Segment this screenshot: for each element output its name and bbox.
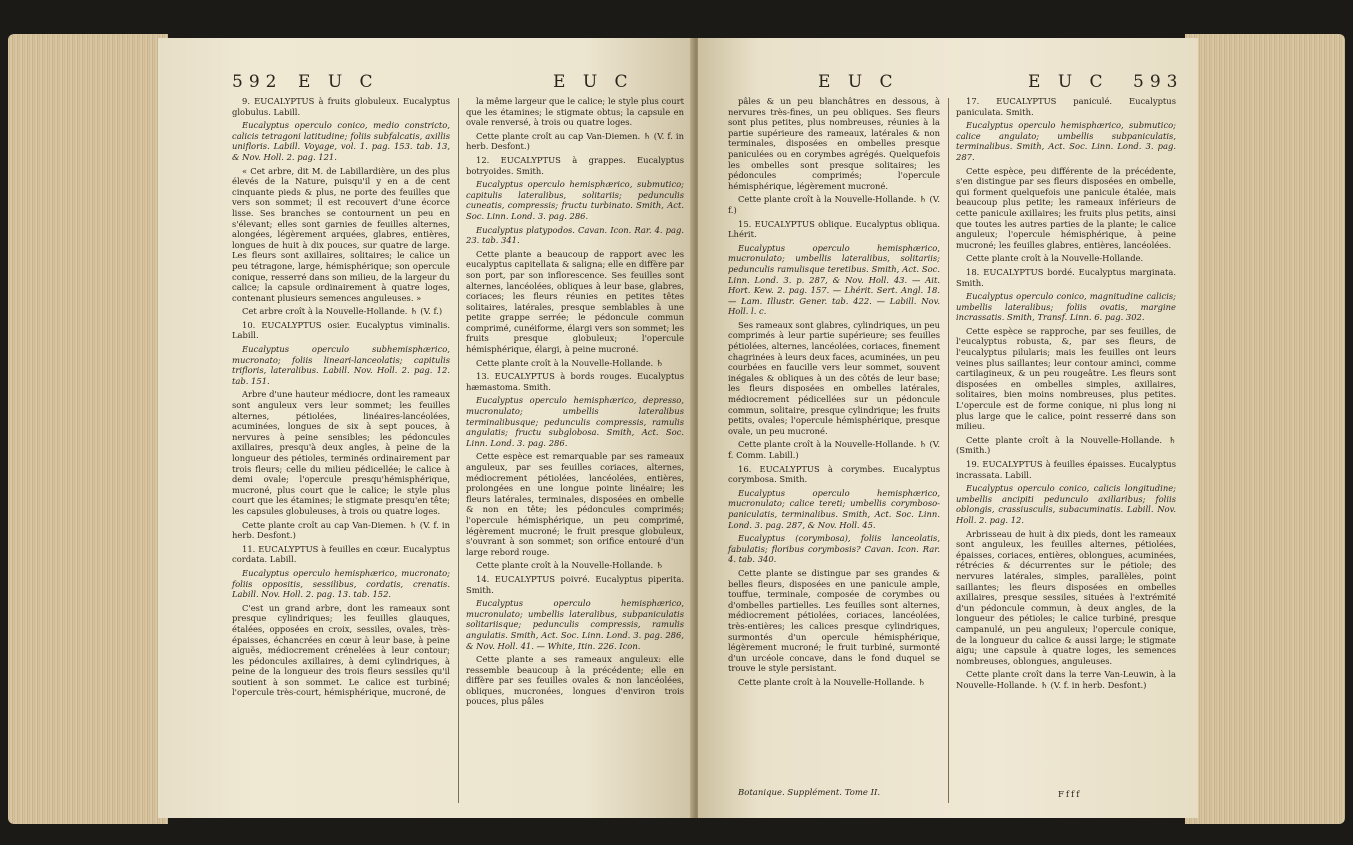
paragraph: 19. EUCALYPTUS à feuilles épaisses. Eucalyptus incrassata. Labill. [956,459,1176,480]
paragraph: 16. EUCALYPTUS à corymbes. Eucalyptus corymbosa. Smith. [728,463,940,485]
paragraph: Eucalyptus operculo hemisphærico, mucronulato; calice tereti; umbellis corymboso-paniculatis, terminalibus. Smith, Act. Soc. Linn. Lond. 3. pag. 287, & Nov. Holl. 45. [728,487,940,530]
paragraph: Eucalyptus operculo conico, magnitudine calicis; umbellis lateralibus; foliis ovatis, margine incrassatis. Smith, Transf. Linn. 6. pag. 302. [956,291,1176,323]
paragraph: 11. EUCALYPTUS à feuilles en cœur. Eucalyptus cordata. Labill. [232,543,450,565]
paragraph: Eucalyptus (corymbosa), foliis lanceolatis, fabulatis; floribus corymbosis? Cavan. Icon. Rar. 4. tab. 340. [728,533,940,565]
paragraph: Cette plante a beaucoup de rapport avec les eucalyptus capitellata & saligna; elle en diffère par son port, par son inflorescence. Ses feuilles sont alternes, lancéolées, obliques à leur base, glabres, coriaces; les fleurs réunies en petites têtes solitaires, latérales, presque semblables à une petite grappe serrée; le pédoncule commun comprimé, cunéiforme, élargi vers son sommet; les fruits presque globuleux; l'opercule hémisphérique, élargi, à peine mucroné. [466,248,684,355]
paragraph: Eucalyptus operculo hemisphærico, submutico; calice angulato; umbellis subpaniculatis, terminalibus. Smith, Act. Soc. Linn. Lond. 3. pag. 287. [956,120,1176,162]
right-column-1 [728,96,940,690]
paragraph: 12. EUCALYPTUS à grappes. Eucalyptus botryoides. Smith. [466,154,684,176]
left-page-number: 592 [232,72,283,92]
paragraph: Cette plante se distingue par ses grandes & belles fleurs, disposées en une panicule ample, touffue, terminale, composée de corymbes ou d'ombelles partielles. Les feuilles sont alternes, médiocrement pétiolées, coriaces, lancéolées, très-entières; les calices presque cylindriques, surmontés d'un opercule hémisphérique, légèrement mucroné; le fruit turbiné, surmonté d'un urcéole concave, dans le fond duquel se trouve le style persistant. [728,567,940,674]
paragraph: Cet arbre croît à la Nouvelle-Hollande. ♄ (V. f.) [242,306,443,317]
paragraph: 13. EUCALYPTUS à bords rouges. Eucalyptus hæmastoma. Smith. [466,371,684,392]
paragraph: C'est un grand arbre, dont les rameaux sont presque cylindriques; les feuilles glauques, étalées, opposées en croix, sessiles, ovales, très-épaisses, échancrées en cœur à leur base, à peine aiguës, médiocrement crénelées à leur contour; les pédoncules axillaires, à demi cylindriques, à peine de la longueur des trois fleurs sessiles qu'il soutient à son sommet. Le calice est turbiné; l'opercule très-court, hémisphérique, mucroné, de [232,602,450,698]
right-page-number: 593 [1133,72,1184,92]
paragraph: Eucalyptus operculo hemisphærico, mucronato; foliis oppositis, sessilibus, cordatis, crenatis. Labill. Nov. Holl. 2. pag. 13. tab. 152. [232,567,450,600]
page-edges-right [1185,34,1345,824]
paragraph: 15. EUCALYPTUS oblique. Eucalyptus obliqua. Lhérit. [728,218,940,240]
paragraph: la même largeur que le calice; le style plus court que les étamines; le stigmate obtus; la capsule en ovale renversé, à trois ou quatre loges. [466,96,684,128]
paragraph: Cette plante croît à la Nouvelle-Hollande. [966,253,1144,264]
paragraph: 14. EUCALYPTUS poivré. Eucalyptus piperita. Smith. [466,573,684,595]
paragraph: Ses rameaux sont glabres, cylindriques, un peu comprimés à leur partie supérieure; ses feuilles pétiolées, alternes, lancéolées, coriaces, finement chagrinées à leurs deux faces, acuminées, un peu courbées en faucille vers leur sommet, souvent inégales & obliques à un des côtés de leur base; les fleurs disposées en ombelles latérales, médiocrement pédicellées sur un pédoncule commun, solitaire, presque cylindrique; les fruits petits, ovales; l'opercule hémisphérique, presque ovale, un peu mucroné. [728,319,940,436]
paragraph: Cette plante croît à la Nouvelle-Hollande. ♄ [738,676,926,687]
paragraph: Cette plante croît au cap Van-Diemen. ♄ (V. f. in herb. Desfont.) [232,519,450,541]
left-column-1 [232,96,450,701]
left-header-right: E U C [553,72,634,92]
paragraph: 17. EUCALYPTUS paniculé. Eucalyptus paniculata. Smith. [956,96,1176,117]
paragraph: Cette plante croît à la Nouvelle-Hollande. ♄ [476,357,664,368]
paragraph: Cette espèce, peu différente de la précédente, s'en distingue par ses fleurs disposées en ombelle, qui forment quelquefois une panicule étalée, mais beaucoup plus petite; les rameaux inférieurs de cette panicule axillaires; les fruits plus petits, ainsi que toutes les autres parties de la plante; le calice anguleux; l'opercule hémisphérique, à peine mucroné; les feuilles glabres, entières, lancéolées. [956,165,1176,250]
left-column-2 [466,96,684,710]
paragraph: Cette plante croît à la Nouvelle-Hollande. ♄ (V. f.) [728,194,940,215]
paragraph: Cette espèce se rapproche, par ses feuilles, de l'eucalyptus robusta, &, par ses fleurs, de l'eucalyptus pilularis; mais les feuilles ont leurs veines plus saillantes; leur contour aminci, comme cartilagineux, & un peu rougeâtre. Les fleurs sont disposées en ombelles simples, axillaires, solitaires, bien moins nombreuses, plus petites. L'opercule est de forme conique, ni plus long ni plus large que le calice, point resserré dans son milieu. [956,325,1176,432]
paragraph: Cette plante a ses rameaux anguleux: elle ressemble beaucoup à la précédente; elle en diffère par ses feuilles ovales & non lancéolées, obliques, mucronées, longues d'environ trois pouces, plus pâles [466,654,684,707]
paragraph: Eucalyptus operculo hemisphærico, submutico; capitulis lateralibus, solitariis; pedunculis cuneatis, compressis; fructu turbinato. Smith, Act. Soc. Linn. Lond. 3. pag. 286. [466,179,684,221]
paragraph: Eucalyptus operculo conico, medio constricto, calicis tetragoni latitudine; foliis subfalcatis, axillis unifloris. Labill. Voyage, vol. 1. pag. 153. tab. 13, & Nov. Holl. 2. pag. 121. [232,120,450,162]
right-header-right: E U C [1028,72,1109,92]
paragraph: Eucalyptus operculo hemisphærico, mucronulato; umbellis lateralibus, subpaniculatis solitariisque; pedunculis compressis, ramulis angulatis. Smith, Act. Soc. Linn. Lond. 3. pag. 286, & Nov. Holl. 41. — White, Itin. 226. Icon. [466,598,684,651]
paragraph: Eucalyptus operculo conico, calicis longitudine; umbellis ancipiti pedunculo axillaribus; foliis oblongis, crassiusculis, subacuminatis. Labill. Nov. Holl. 2. pag. 12. [956,483,1176,525]
paragraph: 18. EUCALYPTUS bordé. Eucalyptus marginata. Smith. [956,266,1176,288]
paragraph: Arbrisseau de huit à dix pieds, dont les rameaux sont anguleux, les feuilles alternes, pétiolées, épaisses, coriaces, entières, oblongues, acuminées, rétrécies & décurrentes sur le pétiole; des nervures latérales, simples, parallèles, point saillantes; les fleurs disposées en ombelles axillaires, presque sessiles, situées à l'extrémité d'un pédoncule commun, à deux angles, de la longueur des pétioles; le calice turbiné, presque campanulé, un peu anguleux; l'opercule conique, de la longueur du calice & aussi large; le stigmate aigu; une capsule à quatre loges, les semences nombreuses, oblongues, anguleuses. [956,528,1176,666]
right-page [698,38,1198,818]
paragraph: 10. EUCALYPTUS osier. Eucalyptus viminalis. Labill. [232,319,450,341]
paragraph: Eucalyptus platypodos. Cavan. Icon. Rar. 4. pag. 23. tab. 341. [466,224,684,246]
paragraph: pâles & un peu blanchâtres en dessous, à nervures très-fines, un peu obliques. Ses fleurs sont plus petites, plus nombreuses, réunies à la partie supérieure des rameaux, latérales & non terminales, disposées en ombelles presque paniculées ou en corymbes agrégés. Quelquefois les ombelles sont presque solitaires; les pédoncules comprimés; l'opercule hémisphérique, légèrement mucroné. [728,96,940,191]
left-header-left: E U C [298,72,379,92]
paragraph: Arbre d'une hauteur médiocre, dont les rameaux sont anguleux vers leur sommet; les feuilles alternes, pétiolées, linéaires-lancéolées, acuminées, longues de six à sept pouces, à nervures à peine sensibles; les pédoncules axillaires, presqu'à deux angles, à peine de la longueur des pétioles, terminés ordinairement par trois fleurs; celle du milieu pédicellée; le calice à demi ovale; l'opercule presqu'hémisphérique, mucroné, plus court que le calice; le style plus court que les étamines; le stigmate presqu'en tête; les capsules globuleuses, à trois ou quatre loges. [232,389,450,516]
paragraph: Eucalyptus operculo subhemisphærico, mucronato; foliis lineari-lanceolatis; capitulis trifloris, lateralibus. Labill. Nov. Holl. 2. pag. 12. tab. 151. [232,344,450,386]
column-rule [458,98,459,803]
paragraph: Cette plante croît à la Nouvelle-Hollande. ♄ (Smith.) [956,434,1176,456]
paragraph: Cette plante croît dans la terre Van-Leuwin, à la Nouvelle-Hollande. ♄ (V. f. in herb. Desfont.) [956,669,1176,690]
page-footer: Botanique. Supplément. Tome II. [738,788,881,798]
paragraph: Cette plante croît à la Nouvelle-Hollande. ♄ (V. f. Comm. Labill.) [728,439,940,460]
paragraph: Cette espèce est remarquable par ses rameaux anguleux, par ses feuilles coriaces, alternes, médiocrement pétiolées, lancéolées, entières, prolongées en une longue pointe linéaire; les fleurs latérales, terminales, disposées en ombelle & non en tête; les pédoncules comprimés; l'opercule hémisphérique, un peu comprimé, légèrement mucroné; le fruit presque globuleux, s'ouvrant à son sommet; son orifice entouré d'un large rebord rouge. [466,451,684,557]
right-column-2 [956,96,1176,693]
paragraph: Cette plante croît au cap Van-Diemen. ♄ (V. f. in herb. Desfont.) [466,130,684,152]
open-book [8,34,1345,824]
paragraph: Eucalyptus operculo hemisphærico, depresso, mucronulato; umbellis lateralibus terminalibusque; pedunculis compressis, ramulis angulatis; fructu subglobosa. Smith, Act. Soc. Linn. Lond. 3. pag. 286. [466,395,684,448]
paragraph: Eucalyptus operculo hemisphærico, mucronulato; umbellis lateralibus, solitariis; pedunculis ramulisque teretibus. Smith, Act. Soc. Linn. Lond. 3. p. 287, & Nov. Holl. 43. — Ait. Hort. Kew. 2. pag. 157. — Lhérit. Sert. Angl. 18. — Lam. Illustr. Gener. tab. 422. — Labill. Nov. Holl. l. c. [728,242,940,317]
signature-mark: Ffff [1058,790,1082,800]
paragraph: 9. EUCALYPTUS à fruits globuleux. Eucalyptus globulus. Labill. [232,96,450,117]
page-edges-left [8,34,168,824]
left-page [158,38,693,818]
paragraph: « Cet arbre, dit M. de Labillardière, un des plus élevés de la Nature, puisqu'il y en a de cent cinquante pieds & plus, ne porte des feuilles que vers son sommet; il est recouvert d'une écorce lisse. Ses branches se contournent un peu en s'élevant; elles sont garnies de feuilles alternes, alongées, légèrement arquées, glabres, entières, longues de huit à dix pouces, sur quatre de large. Les fleurs sont axillaires, solitaires; le calice un peu tétragone, large, hémisphérique; son opercule conique, resserré dans son milieu, de la largeur du calice; la capsule ordinairement à quatre loges, contenant plusieurs semences anguleuses. » [232,165,450,303]
column-rule [948,98,949,803]
right-header-left: E U C [818,72,899,92]
paragraph: Cette plante croît à la Nouvelle-Hollande. ♄ [476,560,664,571]
